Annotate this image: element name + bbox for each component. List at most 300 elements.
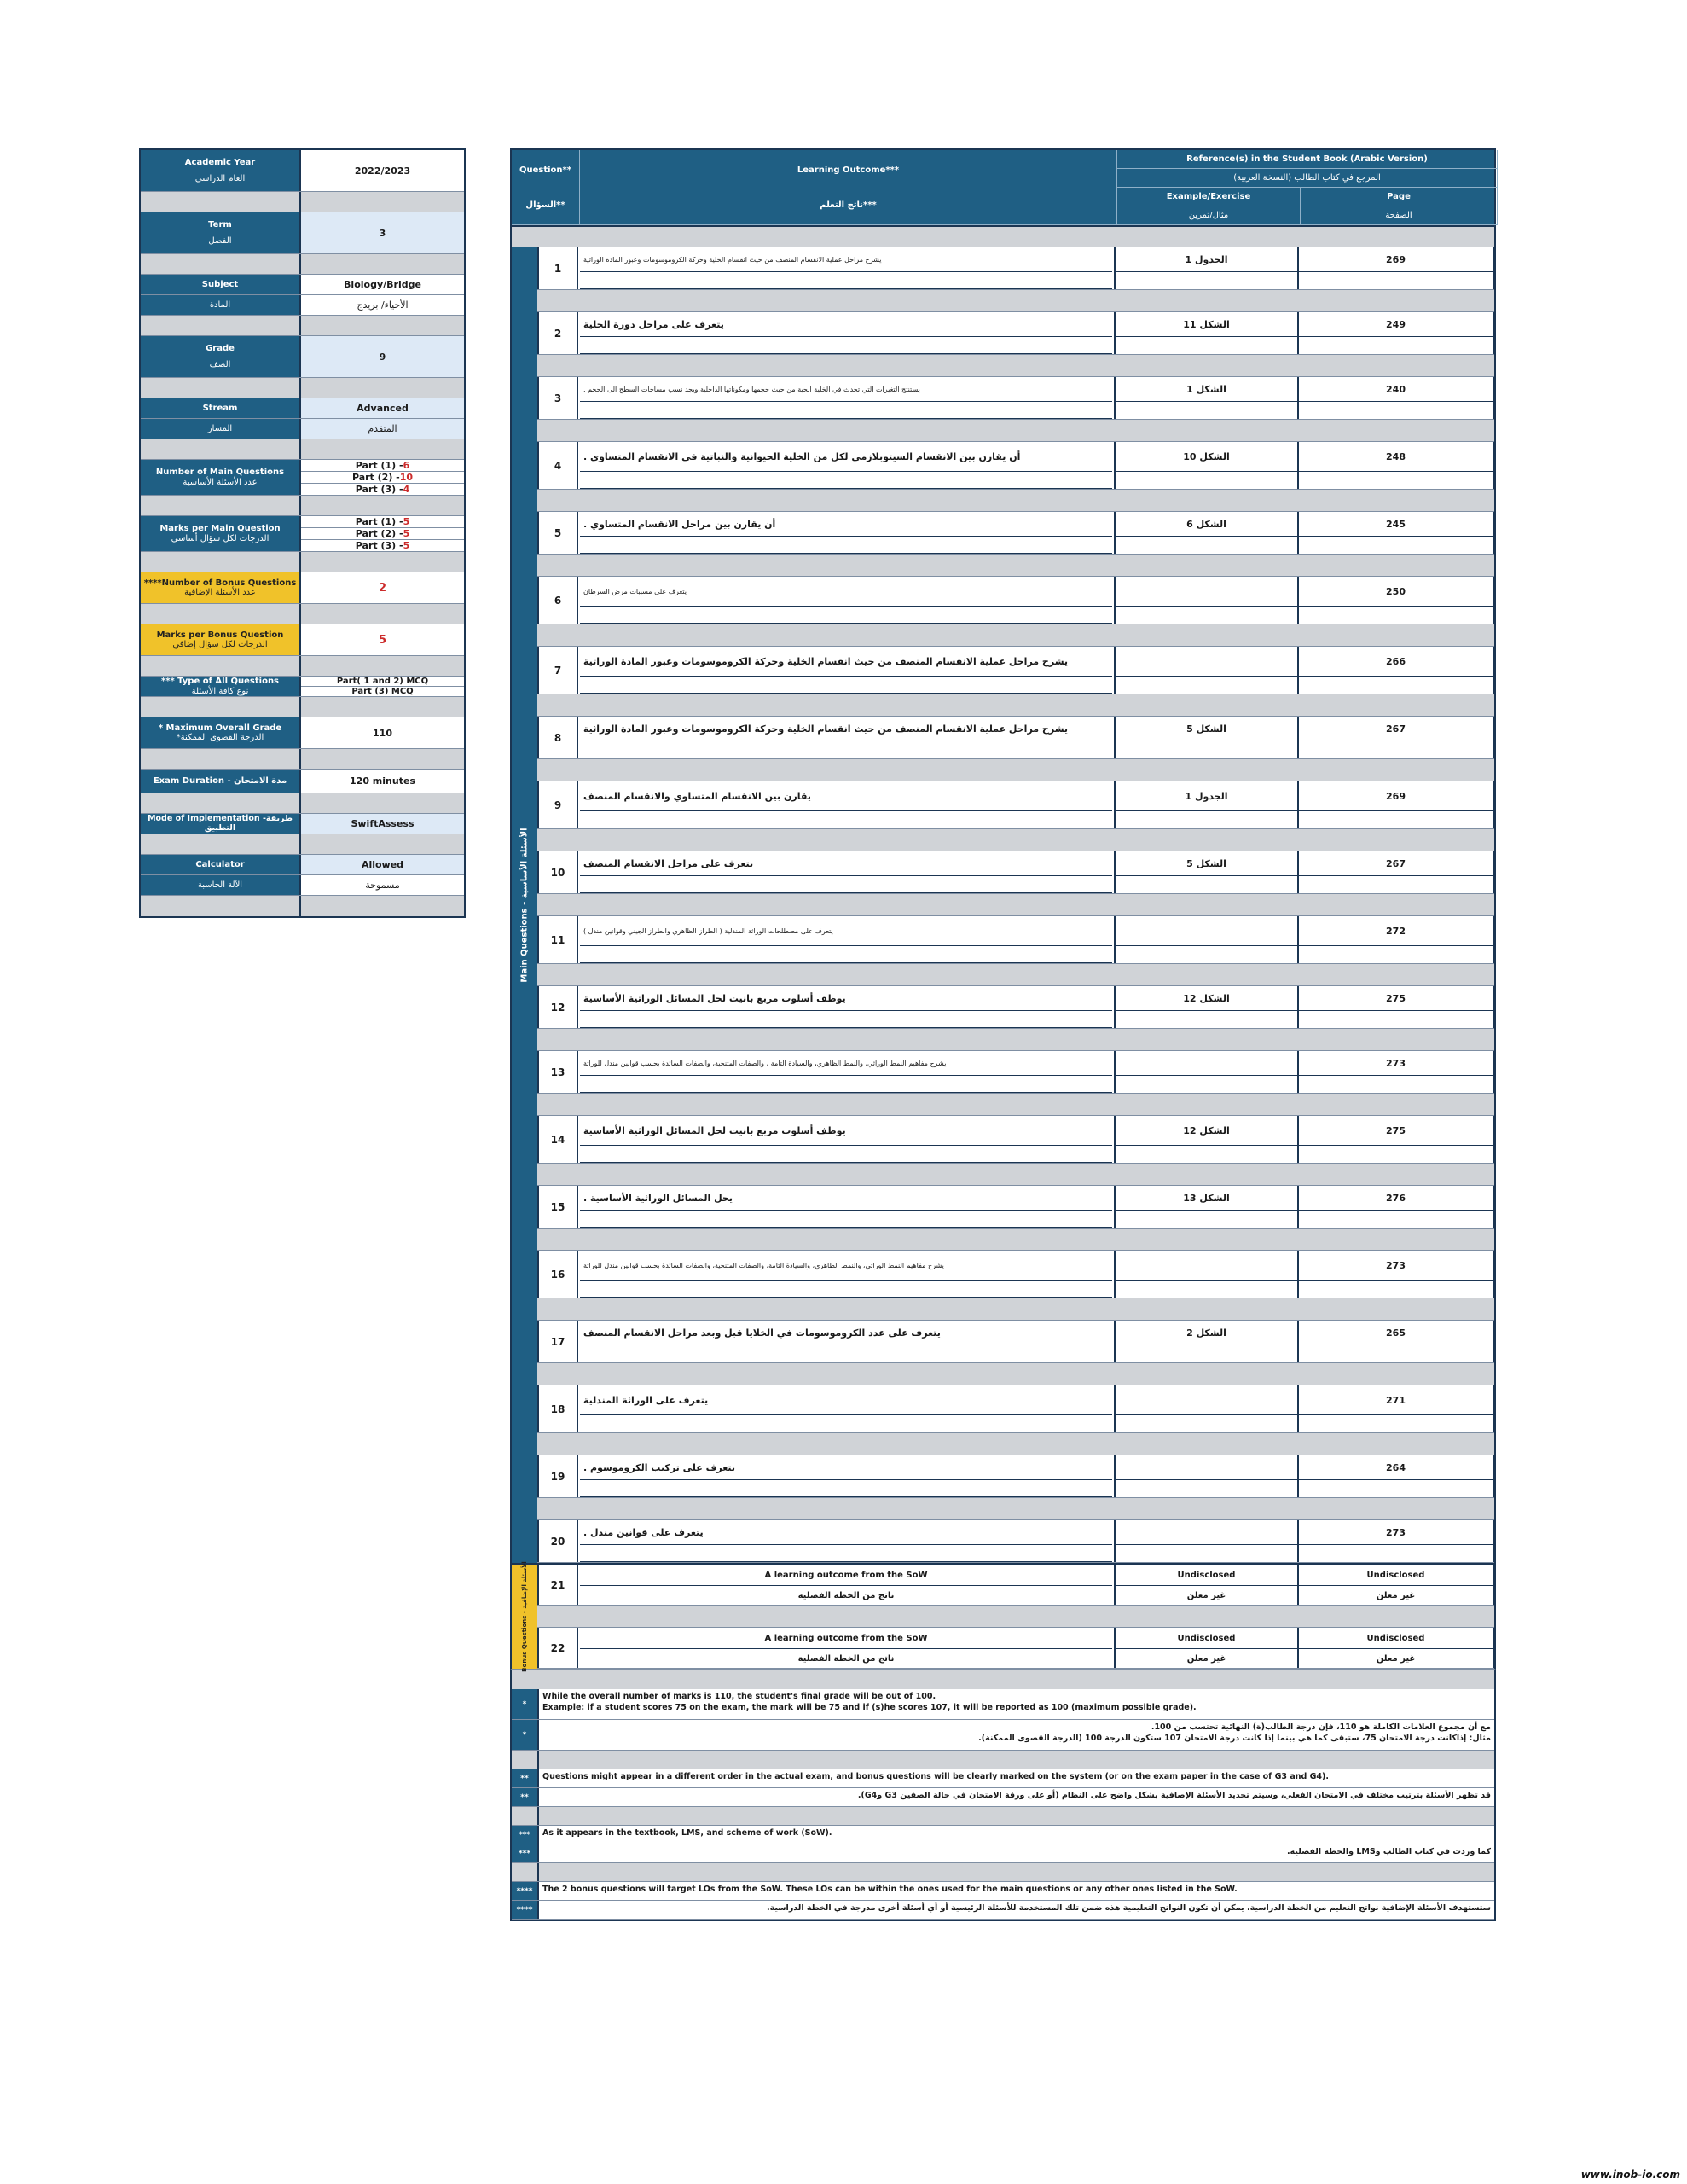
example-cell — [1116, 1051, 1299, 1093]
page-blank — [1299, 272, 1493, 289]
bonus-question-row — [537, 1565, 1494, 1606]
row-spacer — [537, 964, 1494, 986]
question-number: 15 — [537, 1186, 578, 1228]
example-blank — [1116, 337, 1297, 354]
question-number: 19 — [537, 1455, 578, 1497]
types-label-en: *** Type of All Questions — [160, 677, 280, 686]
spacer — [141, 552, 464, 572]
example-blank — [1116, 1011, 1297, 1028]
learning-outcome-cell — [578, 916, 1116, 963]
example-text — [1116, 577, 1297, 607]
page-number: 275 — [1299, 1116, 1493, 1146]
question-row — [537, 577, 1494, 624]
header-question-en: Question** — [519, 165, 571, 175]
learning-outcome-blank — [580, 1076, 1112, 1093]
learning-outcome-cell — [578, 312, 1116, 354]
note-text: كما وردت في كتاب الطالب وLMS والخطة الفصلية. — [1286, 1847, 1491, 1856]
question-number: 16 — [537, 1251, 578, 1298]
question-row — [537, 1251, 1494, 1298]
example-text — [1116, 1455, 1297, 1480]
example-cell — [1116, 1455, 1299, 1497]
term-label-ar: الفصل — [208, 236, 232, 246]
term-value: 3 — [301, 212, 464, 253]
example-blank — [1116, 1076, 1297, 1093]
note-marker: **** — [512, 1901, 539, 1919]
header-ref-ar: المرجع في كتاب الطالب (النسخة العربية) — [1117, 169, 1498, 188]
example-text: الشكل 10 — [1116, 442, 1297, 472]
question-number: 22 — [537, 1628, 578, 1668]
question-number: 4 — [537, 442, 578, 489]
header-lo-en: Learning Outcome*** — [797, 165, 900, 175]
question-number: 3 — [537, 377, 578, 419]
learning-outcome-blank — [580, 677, 1112, 694]
example-cell — [1116, 1116, 1299, 1163]
bonus-count-label-en: ****Number of Bonus Questions — [143, 578, 297, 588]
question-number: 13 — [537, 1051, 578, 1093]
question-number: 6 — [537, 577, 578, 624]
page-cell — [1299, 781, 1494, 828]
example-blank — [1116, 1480, 1297, 1497]
question-row — [537, 717, 1494, 759]
example-text: الشكل 12 — [1116, 1116, 1297, 1146]
learning-outcome-blank — [580, 1281, 1112, 1298]
header-question-ar: السؤال** — [525, 200, 565, 210]
term-label-en: Term — [208, 219, 232, 229]
row-spacer — [537, 290, 1494, 312]
duration-row — [141, 770, 464, 793]
learning-outcome-blank — [580, 1480, 1112, 1497]
spacer — [141, 604, 464, 624]
bonus-questions-side-label: Bonus Questions - الأسئلة الإضافية — [512, 1565, 537, 1669]
note-text: قد تظهر الأسئلة بترتيب مختلف في الامتحان الفعلي، وسيتم تحديد الأسئلة الإضافية بشكل واضح على النظام (أو على ورقة الامتحان في حالة الصفين G3 وG4). — [857, 1791, 1491, 1800]
question-number: 7 — [537, 647, 578, 694]
page-blank — [1299, 876, 1493, 893]
question-row — [537, 442, 1494, 490]
learning-outcome-cell — [578, 442, 1116, 489]
example-cell — [1116, 1186, 1299, 1228]
example-cell — [1116, 442, 1299, 489]
learning-outcome-blank — [580, 1146, 1112, 1163]
term-row — [141, 212, 464, 254]
example-text: Undisclosed — [1116, 1628, 1297, 1649]
question-row — [537, 647, 1494, 694]
mode-value: SwiftAssess — [301, 814, 464, 834]
learning-outcome-cell — [578, 1321, 1116, 1362]
example-cell — [1116, 1385, 1299, 1432]
example-cell — [1116, 916, 1299, 963]
note-row — [512, 1882, 1494, 1901]
header-page-ar: الصفحة — [1301, 206, 1498, 225]
row-spacer — [537, 1228, 1494, 1251]
learning-outcome-blank — [580, 537, 1112, 554]
page-cell — [1299, 1565, 1494, 1605]
page-number: 273 — [1299, 1051, 1493, 1076]
question-row — [537, 377, 1494, 420]
question-number: 1 — [537, 247, 578, 289]
duration-label: Exam Duration - مدة الامتحان — [141, 770, 301, 793]
learning-outcome-cell — [578, 1520, 1116, 1562]
learning-outcome-text: يتعرف على قوانين مندل . — [580, 1520, 1112, 1545]
spacer — [141, 192, 464, 212]
page-text: Undisclosed — [1299, 1565, 1493, 1586]
learning-outcome-text: يتعرف على مراحل الانقسام المنصف — [580, 851, 1112, 876]
header-gap — [510, 227, 1496, 247]
page-blank — [1299, 607, 1493, 624]
subject-label-ar: المادة — [141, 295, 301, 315]
page-number: 250 — [1299, 577, 1493, 607]
page-blank — [1299, 472, 1493, 489]
page-number: 249 — [1299, 312, 1493, 337]
learning-outcome-text: يشرح مفاهيم النمط الوراثي، والنمط الظاهري، والسيادة التامة ، والصفات المتنحية، والصفات السائدة بحسب قوانين مندل للوراثة — [580, 1051, 1112, 1076]
grade-value: 9 — [301, 336, 464, 377]
page-number: 240 — [1299, 377, 1493, 402]
grade-label-ar: الصف — [209, 360, 231, 369]
page-number: 267 — [1299, 717, 1493, 741]
learning-outcome-text: يقارن بين الانقسام المتساوي والانقسام المنصف — [580, 781, 1112, 811]
footer-watermark: www.inob-io.com — [1580, 2169, 1680, 2181]
learning-outcome-cell — [578, 851, 1116, 893]
page-blank — [1299, 1011, 1493, 1028]
example-text: الشكل 2 — [1116, 1321, 1297, 1345]
example-cell — [1116, 647, 1299, 694]
note-marker: ** — [512, 1788, 539, 1806]
page-number: 276 — [1299, 1186, 1493, 1211]
question-row — [537, 1455, 1494, 1498]
types-value-1: Part( 1 and 2) MCQ — [301, 677, 464, 687]
page-blank — [1299, 811, 1493, 828]
example-ar: غير معلن — [1186, 1653, 1226, 1664]
learning-outcome-text: يتعرف على مراحل دورة الخلية — [580, 312, 1112, 337]
example-cell — [1116, 512, 1299, 554]
question-row — [537, 1186, 1494, 1228]
learning-outcome-cell — [578, 1385, 1116, 1432]
page-blank — [1299, 677, 1493, 694]
page-cell — [1299, 1628, 1494, 1668]
note-marker: *** — [512, 1844, 539, 1862]
learning-outcome-cell — [578, 1186, 1116, 1228]
page-number: 265 — [1299, 1321, 1493, 1345]
max-grade-value: 110 — [301, 717, 464, 748]
example-text — [1116, 916, 1297, 946]
learning-outcome-text: يتعرف على مسببات مرض السرطان — [580, 577, 1112, 607]
learning-outcome-text: يشرح مفاهيم النمط الوراثي، والنمط الظاهري، والسيادة التامة، والصفات المتنحية، والصفات السائدة بحسب قوانين مندل للوراثة — [580, 1251, 1112, 1281]
row-spacer — [537, 1498, 1494, 1520]
learning-outcome-cell — [578, 717, 1116, 758]
stream-row-en — [141, 398, 464, 419]
max-grade-label-ar: *الدرجة القصوى الممكنة — [176, 733, 264, 742]
duration-value: 120 minutes — [301, 770, 464, 793]
learning-outcome-cell — [578, 1116, 1116, 1163]
row-spacer — [537, 555, 1494, 577]
calculator-row-ar — [141, 875, 464, 896]
learning-outcome-blank — [580, 1011, 1112, 1028]
question-types-row — [141, 677, 464, 697]
subject-value-ar: الأحياء/ بريدج — [301, 295, 464, 315]
page-cell — [1299, 577, 1494, 624]
row-spacer — [537, 1433, 1494, 1455]
subject-label-en: Subject — [141, 275, 301, 294]
page-text: Undisclosed — [1299, 1628, 1493, 1649]
learning-outcome-text: أن يقارن بين الانقسام السيتوبلازمي لكل من الخلية الحيوانية والنباتية في الانقسام المتساوي . — [580, 442, 1112, 472]
example-blank — [1116, 1345, 1297, 1362]
exam-specification-table — [510, 148, 1496, 1921]
academic-year-row — [141, 150, 464, 192]
exam-info-panel — [139, 148, 466, 918]
example-cell — [1116, 781, 1299, 828]
example-text: الشكل 13 — [1116, 1186, 1297, 1211]
notes-section — [510, 1689, 1496, 1921]
example-cell — [1116, 717, 1299, 758]
row-spacer — [537, 894, 1494, 916]
bonus-marks-row — [141, 624, 464, 656]
page-cell — [1299, 1186, 1494, 1228]
learning-outcome-text: يحل المسائل الوراثية الأساسية . — [580, 1186, 1112, 1211]
page-cell — [1299, 1051, 1494, 1093]
row-spacer — [537, 1094, 1494, 1116]
page-cell — [1299, 377, 1494, 419]
row-spacer — [537, 829, 1494, 851]
note-marker: ** — [512, 1769, 539, 1787]
academic-year-value: 2022/2023 — [301, 150, 464, 191]
note-marker: * — [512, 1689, 539, 1719]
page-blank — [1299, 1146, 1493, 1163]
question-row — [537, 1051, 1494, 1094]
page-cell — [1299, 916, 1494, 963]
example-cell — [1116, 986, 1299, 1028]
row-spacer — [537, 759, 1494, 781]
learning-outcome-blank — [580, 337, 1112, 354]
note-spacer — [512, 1807, 1494, 1826]
page-ar: غير معلن — [1376, 1653, 1416, 1664]
spacer — [141, 749, 464, 770]
question-number: 12 — [537, 986, 578, 1028]
calculator-label-en: Calculator — [141, 855, 301, 874]
stream-value-ar: المتقدم — [301, 419, 464, 439]
stream-label-en: Stream — [141, 398, 301, 418]
page-number: 266 — [1299, 647, 1493, 677]
note-row — [512, 1826, 1494, 1844]
question-row — [537, 781, 1494, 829]
main-questions-section — [510, 247, 1496, 1563]
row-spacer — [537, 1298, 1494, 1321]
example-blank — [1116, 472, 1297, 489]
learning-outcome-cell — [578, 1565, 1116, 1605]
grade-label-en: Grade — [206, 343, 235, 353]
row-spacer — [537, 1029, 1494, 1051]
example-cell — [1116, 1321, 1299, 1362]
learning-outcome-text: يشرح مراحل عملية الانقسام المنصف من حيث انقسام الخلية وحركة الكروموسومات وعبور المادة الوراثية — [580, 717, 1112, 741]
note-row — [512, 1720, 1494, 1751]
question-row — [537, 916, 1494, 964]
learning-outcome-blank — [580, 1545, 1112, 1562]
calculator-value-ar: مسموحة — [301, 875, 464, 895]
page-cell — [1299, 1455, 1494, 1497]
grade-row — [141, 336, 464, 378]
spacer — [141, 439, 464, 460]
note-spacer — [512, 1863, 1494, 1882]
page-number: 273 — [1299, 1520, 1493, 1545]
example-text: الشكل 5 — [1116, 851, 1297, 876]
bonus-marks-label-ar: الدرجات لكل سؤال إضافي — [172, 640, 268, 649]
example-text: Undisclosed — [1116, 1565, 1297, 1586]
note-row — [512, 1788, 1494, 1807]
academic-year-label-ar: العام الدراسي — [194, 174, 246, 183]
main-part-1: Part (1) - 6 — [301, 460, 464, 472]
question-row — [537, 512, 1494, 555]
marks-main-label-ar: الدرجات لكل سؤال أساسي — [171, 533, 270, 543]
note-marker: * — [512, 1720, 539, 1750]
learning-outcome-text: يتعرف على مصطلحات الوراثة المندلية ( الطراز الظاهري والطراز الجيني وقوانين مندل ) — [580, 916, 1112, 946]
learning-outcome-cell — [578, 577, 1116, 624]
learning-outcome-cell — [578, 1051, 1116, 1093]
example-blank — [1116, 1415, 1297, 1432]
example-ar: غير معلن — [1186, 1590, 1226, 1600]
question-row — [537, 1385, 1494, 1433]
example-blank — [1116, 1281, 1297, 1298]
example-text — [1116, 1251, 1297, 1281]
note-text: ستستهدف الأسئلة الإضافية نواتج التعليم من الخطة الدراسية. يمكن أن تكون النواتج التعليمية هذه ضمن تلك المستخدمة للأسئلة الرئيسية أو أي أسئلة أخرى مدرجة في الخطة الدراسية. — [766, 1903, 1491, 1913]
example-blank — [1116, 1146, 1297, 1163]
subject-value-en: Biology/Bridge — [301, 275, 464, 294]
example-blank — [1116, 607, 1297, 624]
learning-outcome-text: أن يقارن بين مراحل الانقسام المتساوي . — [580, 512, 1112, 537]
note-row — [512, 1901, 1494, 1920]
question-number: 20 — [537, 1520, 578, 1562]
marks-part-1: Part (1) - 5 — [301, 516, 464, 528]
note-row — [512, 1689, 1494, 1720]
spacer — [141, 896, 464, 916]
types-value-2: Part (3) MCQ — [301, 687, 464, 696]
main-part-2: Part (2) - 10 — [301, 472, 464, 484]
row-spacer — [537, 420, 1494, 442]
page-number: 269 — [1299, 247, 1493, 272]
learning-outcome-cell — [578, 1455, 1116, 1497]
spacer — [141, 656, 464, 677]
question-row — [537, 312, 1494, 355]
bonus-count-label-ar: عدد الأسئلة الإضافية — [184, 588, 256, 597]
example-blank — [1116, 946, 1297, 963]
main-questions-row — [141, 460, 464, 496]
learning-outcome-blank — [580, 811, 1112, 828]
page-number: 272 — [1299, 916, 1493, 946]
learning-outcome-blank — [580, 1415, 1112, 1432]
page-blank — [1299, 1415, 1493, 1432]
main-question-rows — [537, 247, 1494, 1563]
example-text — [1116, 1385, 1297, 1415]
page-cell — [1299, 312, 1494, 354]
example-cell — [1116, 312, 1299, 354]
note-row — [512, 1844, 1494, 1863]
bonus-question-rows — [537, 1565, 1494, 1669]
note-marker: **** — [512, 1882, 539, 1900]
spacer — [141, 834, 464, 855]
question-number: 8 — [537, 717, 578, 758]
learning-outcome-text: يوظف أسلوب مربع بانيت لحل المسائل الوراثية الأساسية — [580, 1116, 1112, 1146]
question-row — [537, 1321, 1494, 1363]
page-number: 248 — [1299, 442, 1493, 472]
learning-outcome-text: يتعرف على الوراثة المندلية — [580, 1385, 1112, 1415]
example-text: الشكل 12 — [1116, 986, 1297, 1011]
question-row — [537, 1520, 1494, 1563]
learning-outcome-cell — [578, 512, 1116, 554]
question-number: 18 — [537, 1385, 578, 1432]
spacer — [141, 378, 464, 398]
example-text — [1116, 1051, 1297, 1076]
page-blank — [1299, 402, 1493, 419]
page-number: 275 — [1299, 986, 1493, 1011]
learning-outcome-blank — [580, 876, 1112, 893]
page-blank — [1299, 1345, 1493, 1362]
page-ar: غير معلن — [1376, 1590, 1416, 1600]
example-blank — [1116, 811, 1297, 828]
learning-outcome-text: A learning outcome from the SoW — [580, 1628, 1112, 1649]
note-text: While the overall number of marks is 110, the student's final grade will be out of 100. Example: if a student scores 75 on the exam, the mark will be 75 and if (s)he scores 107, it will be reported as 100 (maximum possible grade). — [542, 1692, 1197, 1712]
question-row — [537, 986, 1494, 1029]
note-text: مع أن مجموع العلامات الكاملة هو 110، فإن درجة الطالب(ة) النهائية تحتسب من 100. مثال: إذاكانت درجة الامتحان 75، ستبقى كما هي بينما إذا كانت درجة الامتحان 107 ستكون الدرجة 100 (الدرجة القصوى الممكنة). — [978, 1722, 1491, 1743]
example-blank — [1116, 876, 1297, 893]
bonus-count-value: 2 — [301, 572, 464, 603]
marks-main-row — [141, 516, 464, 552]
page-number: 267 — [1299, 851, 1493, 876]
bonus-question-row — [537, 1628, 1494, 1669]
stream-row-ar — [141, 419, 464, 439]
note-text: As it appears in the textbook, LMS, and scheme of work (SoW). — [542, 1828, 832, 1838]
marks-main-label-en: Marks per Main Question — [159, 524, 281, 533]
row-spacer — [537, 624, 1494, 647]
page-blank — [1299, 1545, 1493, 1562]
question-row — [537, 247, 1494, 290]
example-text: الجدول 1 — [1116, 247, 1297, 272]
learning-outcome-text: يشرح مراحل عملية الانقسام المنصف من حيث انقسام الخلية وحركة الكروموسومات وعبور المادة الوراثية — [580, 247, 1112, 272]
spacer — [141, 254, 464, 275]
example-cell — [1116, 851, 1299, 893]
page-cell — [1299, 512, 1494, 554]
marks-part-2: Part (2) - 5 — [301, 528, 464, 540]
example-text — [1116, 647, 1297, 677]
page-blank — [1299, 946, 1493, 963]
example-cell — [1116, 247, 1299, 289]
page-cell — [1299, 851, 1494, 893]
note-spacer — [512, 1751, 1494, 1769]
example-text: الشكل 6 — [1116, 512, 1297, 537]
page-number: 269 — [1299, 781, 1493, 811]
learning-outcome-ar: ناتج من الخطة الفصلية — [797, 1590, 895, 1600]
spacer — [141, 496, 464, 516]
learning-outcome-cell — [578, 377, 1116, 419]
max-grade-label-en: * Maximum Overall Grade — [158, 723, 282, 733]
page-blank — [1299, 1480, 1493, 1497]
learning-outcome-cell — [578, 1251, 1116, 1298]
mode-row — [141, 814, 464, 834]
row-spacer — [537, 694, 1494, 717]
page-blank — [1299, 1211, 1493, 1228]
page-cell — [1299, 1116, 1494, 1163]
main-questions-side-label: Main Questions - الأسئلة الأساسية — [512, 247, 537, 1563]
table-header — [510, 148, 1496, 227]
page-cell — [1299, 717, 1494, 758]
mode-label: Mode of Implementation -طريقة التطبيق — [141, 814, 301, 834]
learning-outcome-text: يتعرف على تركيب الكروموسوم . — [580, 1455, 1112, 1480]
learning-outcome-blank — [580, 946, 1112, 963]
learning-outcome-text: يشرح مراحل عملية الانقسام المنصف من حيث انقسام الخلية وحركة الكروموسومات وعبور المادة الوراثية — [580, 647, 1112, 677]
main-questions-label-ar: عدد الأسئلة الأساسية — [183, 477, 258, 487]
row-spacer — [537, 1363, 1494, 1385]
spacer — [141, 316, 464, 336]
row-spacer — [537, 490, 1494, 512]
subject-row-en — [141, 275, 464, 295]
learning-outcome-blank — [580, 402, 1112, 419]
row-spacer — [537, 1606, 1494, 1628]
